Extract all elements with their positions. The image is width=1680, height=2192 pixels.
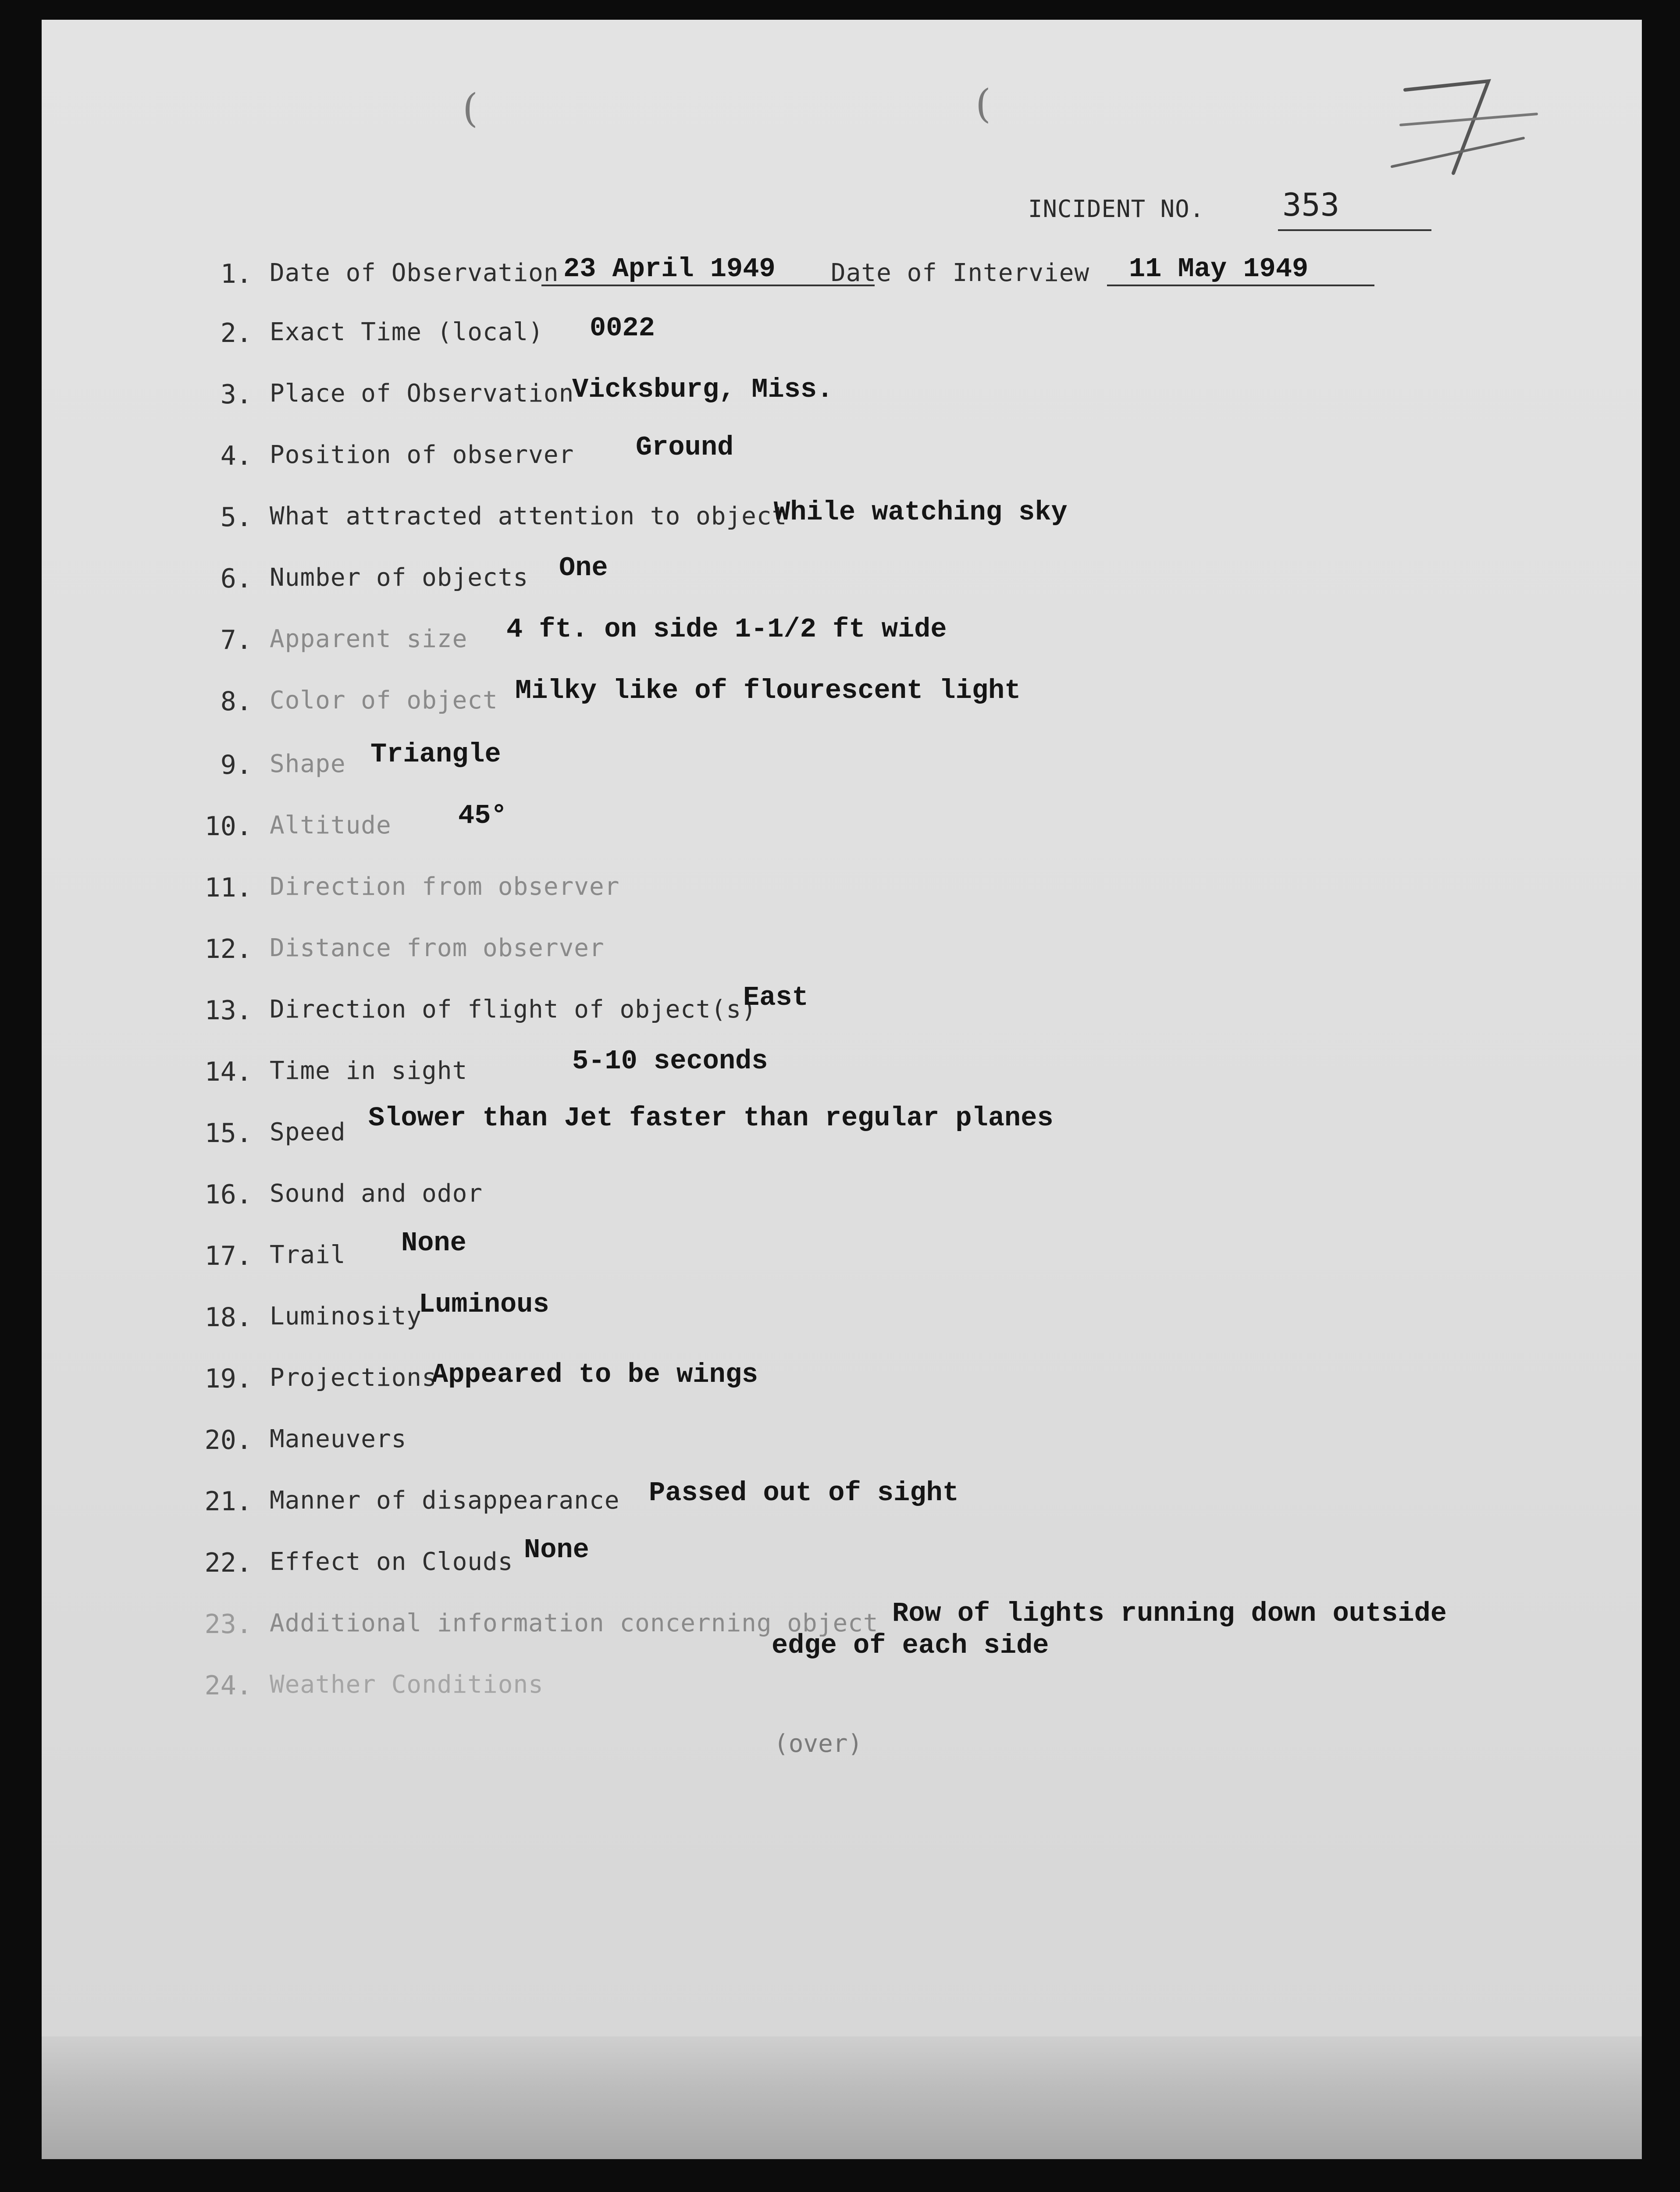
handwritten-page-number: [1379, 72, 1563, 186]
field-value-altitude: 45°: [458, 800, 507, 831]
field-label-altitude: Altitude: [270, 811, 392, 840]
field-label-direction-from-observer: Direction from observer: [270, 872, 620, 901]
field-label-speed: Speed: [270, 1118, 346, 1146]
field-label-color-of-object: Color of object: [270, 686, 498, 715]
row-number: 14.: [204, 1057, 252, 1087]
field-label-shape: Shape: [270, 750, 346, 778]
row-number: 15.: [204, 1118, 252, 1149]
incident-number-value: 353: [1278, 186, 1431, 231]
row-number: 4.: [220, 441, 252, 471]
field-label-luminosity: Luminosity: [270, 1302, 422, 1331]
field-label-place-of-observation: Place of Observation: [270, 379, 574, 408]
row-number: 1.: [220, 259, 252, 289]
field-value-additional-information: Row of lights running down outside: [892, 1598, 1447, 1629]
field-value-luminosity: Luminous: [419, 1289, 549, 1320]
row-number: 11.: [204, 872, 252, 903]
field-value-place-of-observation: Vicksburg, Miss.: [572, 374, 833, 405]
field-value-direction-of-flight: East: [743, 982, 808, 1013]
row-number: 10.: [204, 811, 252, 842]
field-label-sound-and-odor: Sound and odor: [270, 1179, 483, 1208]
field-label-position-of-observer: Position of observer: [270, 441, 574, 469]
field-value-date-of-observation: 23 April 1949: [541, 253, 875, 286]
field-label-maneuvers: Maneuvers: [270, 1425, 407, 1453]
field-label-manner-of-disappearance: Manner of disappearance: [270, 1486, 620, 1515]
row-number: 7.: [220, 625, 252, 655]
field-value-effect-on-clouds: None: [524, 1534, 589, 1566]
field-label-date-of-observation: Date of Observation: [270, 259, 559, 287]
row-number: 16.: [204, 1179, 252, 1210]
row-number: 13.: [204, 995, 252, 1026]
row-number: 9.: [220, 750, 252, 780]
field-value-exact-time: 0022: [590, 313, 655, 344]
field-value-date-of-interview: 11 May 1949: [1107, 253, 1374, 286]
row-number: 24.: [204, 1670, 252, 1701]
field-value-shape: Triangle: [370, 739, 501, 770]
field-label-number-of-objects: Number of objects: [270, 563, 529, 592]
incident-number-label: INCIDENT NO.: [1028, 195, 1205, 223]
field-value-projections: Appeared to be wings: [432, 1359, 758, 1390]
row-number: 6.: [220, 563, 252, 594]
field-label-distance-from-observer: Distance from observer: [270, 934, 605, 962]
row-number: 18.: [204, 1302, 252, 1333]
field-label-projections: Projections: [270, 1363, 437, 1392]
over-page-note: (over): [774, 1729, 863, 1758]
field-value-manner-of-disappearance: Passed out of sight: [649, 1477, 959, 1509]
row-number: 17.: [204, 1241, 252, 1271]
field-label-direction-of-flight: Direction of flight of object(s): [270, 995, 757, 1024]
row-number: 2.: [220, 318, 252, 349]
field-label-additional-information: Additional information concerning object: [270, 1609, 879, 1637]
field-label-effect-on-clouds: Effect on Clouds: [270, 1548, 513, 1576]
field-label-exact-time: Exact Time (local): [270, 318, 544, 346]
row-number: 12.: [204, 934, 252, 964]
field-value-apparent-size: 4 ft. on side 1-1/2 ft wide: [506, 614, 947, 645]
row-number: 5.: [220, 502, 252, 533]
field-label-weather-conditions: Weather Conditions: [270, 1670, 544, 1699]
row-number: 22.: [204, 1548, 252, 1578]
row-number: 19.: [204, 1363, 252, 1394]
field-label-date-of-interview: Date of Interview: [831, 259, 1090, 287]
row-number: 8.: [220, 686, 252, 717]
field-label-time-in-sight: Time in sight: [270, 1057, 468, 1085]
row-number: 20.: [204, 1425, 252, 1455]
row-number: 3.: [220, 379, 252, 410]
field-value-speed: Slower than Jet faster than regular planes: [368, 1103, 1054, 1134]
field-value-additional-information-line-2: edge of each side: [772, 1630, 1049, 1661]
field-label-what-attracted-attention: What attracted attention to object: [270, 502, 787, 530]
margin-mark-right: (: [975, 81, 991, 127]
row-number: 23.: [204, 1609, 252, 1640]
field-value-number-of-objects: One: [559, 552, 608, 584]
field-value-trail: None: [401, 1228, 466, 1259]
page-bottom-fold: [42, 2036, 1642, 2159]
field-value-what-attracted-attention: While watching sky: [774, 497, 1068, 528]
field-value-time-in-sight: 5-10 seconds: [572, 1046, 768, 1077]
document-page: [42, 20, 1642, 2159]
field-value-color-of-object: Milky like of flourescent light: [515, 675, 1021, 706]
margin-mark-left: (: [463, 85, 478, 132]
field-label-trail: Trail: [270, 1241, 346, 1269]
field-value-position-of-observer: Ground: [636, 432, 734, 463]
field-label-apparent-size: Apparent size: [270, 625, 468, 653]
row-number: 21.: [204, 1486, 252, 1517]
